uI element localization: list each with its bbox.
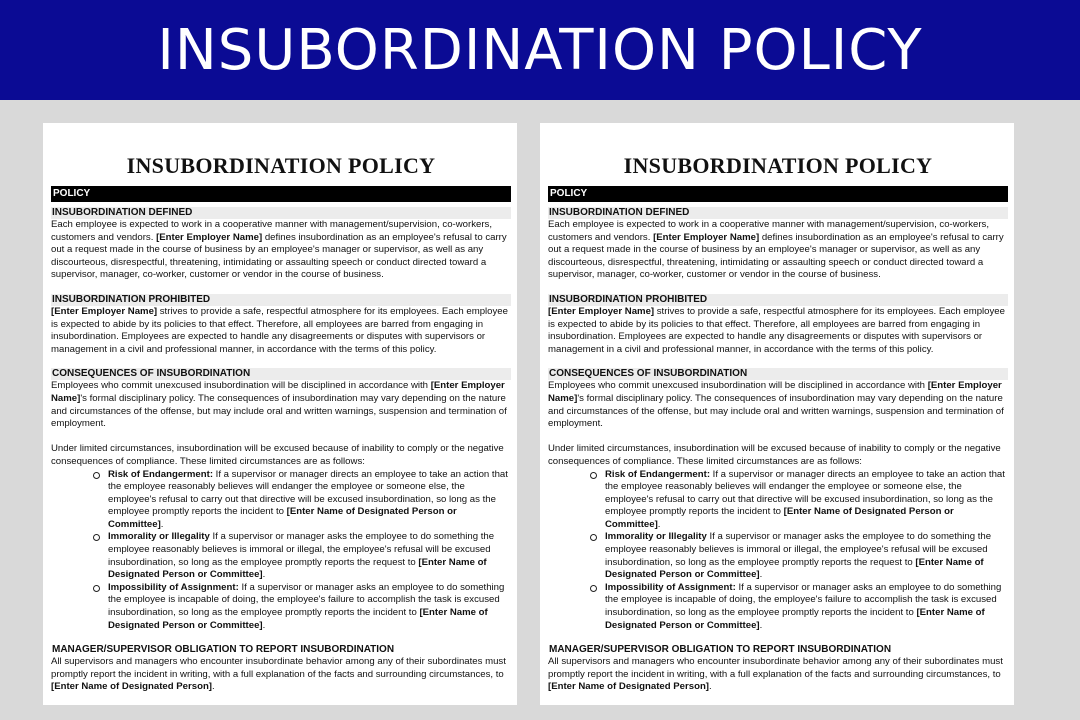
hollow-bullet-icon [590,585,597,592]
list-item: Immorality or Illegality If a supervisor or manager asks the employee to do something the employee reasonably believes is immoral or illegal, the employee's refusal will be excused insubordination, so long as the employee promptly reports the request to [Enter Name of Designated Person or Committee]. [548,531,1008,581]
document-title: INSUBORDINATION POLICY [126,153,436,178]
document-page-right [540,123,1014,705]
hollow-bullet-icon [590,534,597,541]
paragraph-prohibited: [Enter Employer Name] strives to provide a safe, respectful atmosphere for its employees. Each employee is expected to abide by its policies to that effect. Therefore, all employees are barred from engaging in insubordination. Employees are expected to handle any disagreements or disputes with supervisors or management in a civil and professional manner, in accordance with the terms of this policy. [548,305,1005,355]
document-title: INSUBORDINATION POLICY [623,153,933,178]
title-banner [0,0,1080,100]
paragraph-consequences: Employees who commit unexcused insubordination will be disciplined in accordance with [Enter Employer Name]'s formal disciplinary policy. The consequences of insubordination may vary depending on the nature and circumstances of the offense, but may include oral and written warnings, suspension and termination of employment. [51,380,507,430]
paragraph-prohibited: [Enter Employer Name] strives to provide a safe, respectful atmosphere for its employees. Each employee is expected to abide by its policies to that effect. Therefore, all employees are barred from engaging in insubordination. Employees are expected to handle any disagreements or disputes with supervisors or management in a civil and professional manner, in accordance with the terms of this policy. [51,305,508,355]
section-heading-defined: INSUBORDINATION DEFINED [548,207,1008,219]
paragraph-defined: Each employee is expected to work in a cooperative manner with management/supervision, co-workers, customers and vendors. [Enter Employer Name] defines insubordination as an employee's refusal to carry out a request made in the course of business by an employee's manager or supervisor, as well as any discourteous, disrespectful, threatening, intimidating or assaulting speech or conduct directed toward a supervisor, manager, co-worker, customer or vendor in the course of business. [548,219,1004,281]
section-heading-defined: INSUBORDINATION DEFINED [51,207,511,219]
list-item: Risk of Endangerment: If a supervisor or manager directs an employee to take an action that the employee reasonably believes will endanger the employee or someone else, the employee's refusal to carry out that directive will be excused insubordination, so long as the employee promptly reports the incident to [Enter Name of Designated Person or Committee]. [548,469,1008,532]
section-heading-prohibited: INSUBORDINATION PROHIBITED [51,294,511,306]
paragraph-obligation: All supervisors and managers who encounter insubordinate behavior among any of their subordinates must promptly report the incident in writing, with a full explanation of the facts and surrounding circumstances, to [Enter Name of Designated Person]. [51,656,506,693]
section-heading-prohibited: INSUBORDINATION PROHIBITED [548,294,1008,306]
list-item: Risk of Endangerment: If a supervisor or manager directs an employee to take an action that the employee reasonably believes will endanger the employee or someone else, the employee's refusal to carry out that directive will be excused insubordination, so long as the employee promptly reports the incident to [Enter Name of Designated Person or Committee]. [51,469,511,532]
paragraph-circumstances: Under limited circumstances, insubordination will be excused because of inability to comply or the negative consequences of compliance. These limited circumstances are as follows: [51,443,504,467]
section-heading-consequences: CONSEQUENCES OF INSUBORDINATION [51,368,511,380]
paragraph-circumstances: Under limited circumstances, insubordination will be excused because of inability to comply or the negative consequences of compliance. These limited circumstances are as follows: [548,443,1001,467]
paragraph-defined: Each employee is expected to work in a cooperative manner with management/supervision, co-workers, customers and vendors. [Enter Employer Name] defines insubordination as an employee's refusal to carry out a request made in the course of business by an employee's manager or supervisor, as well as any discourteous, disrespectful, threatening, intimidating or assaulting speech or conduct directed toward a supervisor, manager, co-worker, customer or vendor in the course of business. [51,219,507,281]
list-item: Immorality or Illegality If a supervisor or manager asks the employee to do something the employee reasonably believes is immoral or illegal, the employee's refusal will be excused insubordination, so long as the employee promptly reports the request to [Enter Name of Designated Person or Committee]. [51,531,511,581]
policy-label-bar: POLICY [51,186,511,202]
hollow-bullet-icon [93,472,100,479]
list-item: Impossibility of Assignment: If a supervisor or manager asks an employee to do something the employee is incapable of doing, the employee's failure to accomplish the task is excused insubordination, so long as the employee promptly reports the incident to [Enter Name of Designated Person or Committee]. [548,582,1008,632]
section-heading-obligation: MANAGER/SUPERVISOR OBLIGATION TO REPORT INSUBORDINATION [549,644,892,656]
hollow-bullet-icon [93,534,100,541]
banner-title: INSUBORDINATION POLICY [157,17,923,83]
circumstances-list [548,469,1008,633]
paragraph-obligation: All supervisors and managers who encounter insubordinate behavior among any of their subordinates must promptly report the incident in writing, with a full explanation of the facts and surrounding circumstances, to [Enter Name of Designated Person]. [548,656,1003,693]
section-heading-consequences: CONSEQUENCES OF INSUBORDINATION [548,368,1008,380]
section-heading-obligation: MANAGER/SUPERVISOR OBLIGATION TO REPORT INSUBORDINATION [52,644,395,656]
circumstances-list [51,469,511,633]
list-item: Impossibility of Assignment: If a supervisor or manager asks an employee to do something the employee is incapable of doing, the employee's failure to accomplish the task is excused insubordination, so long as the employee promptly reports the incident to [Enter Name of Designated Person or Committee]. [51,582,511,632]
paragraph-consequences: Employees who commit unexcused insubordination will be disciplined in accordance with [Enter Employer Name]'s formal disciplinary policy. The consequences of insubordination may vary depending on the nature and circumstances of the offense, but may include oral and written warnings, suspension and termination of employment. [548,380,1004,430]
hollow-bullet-icon [590,472,597,479]
hollow-bullet-icon [93,585,100,592]
document-page-left [43,123,517,705]
policy-label-bar: POLICY [548,186,1008,202]
